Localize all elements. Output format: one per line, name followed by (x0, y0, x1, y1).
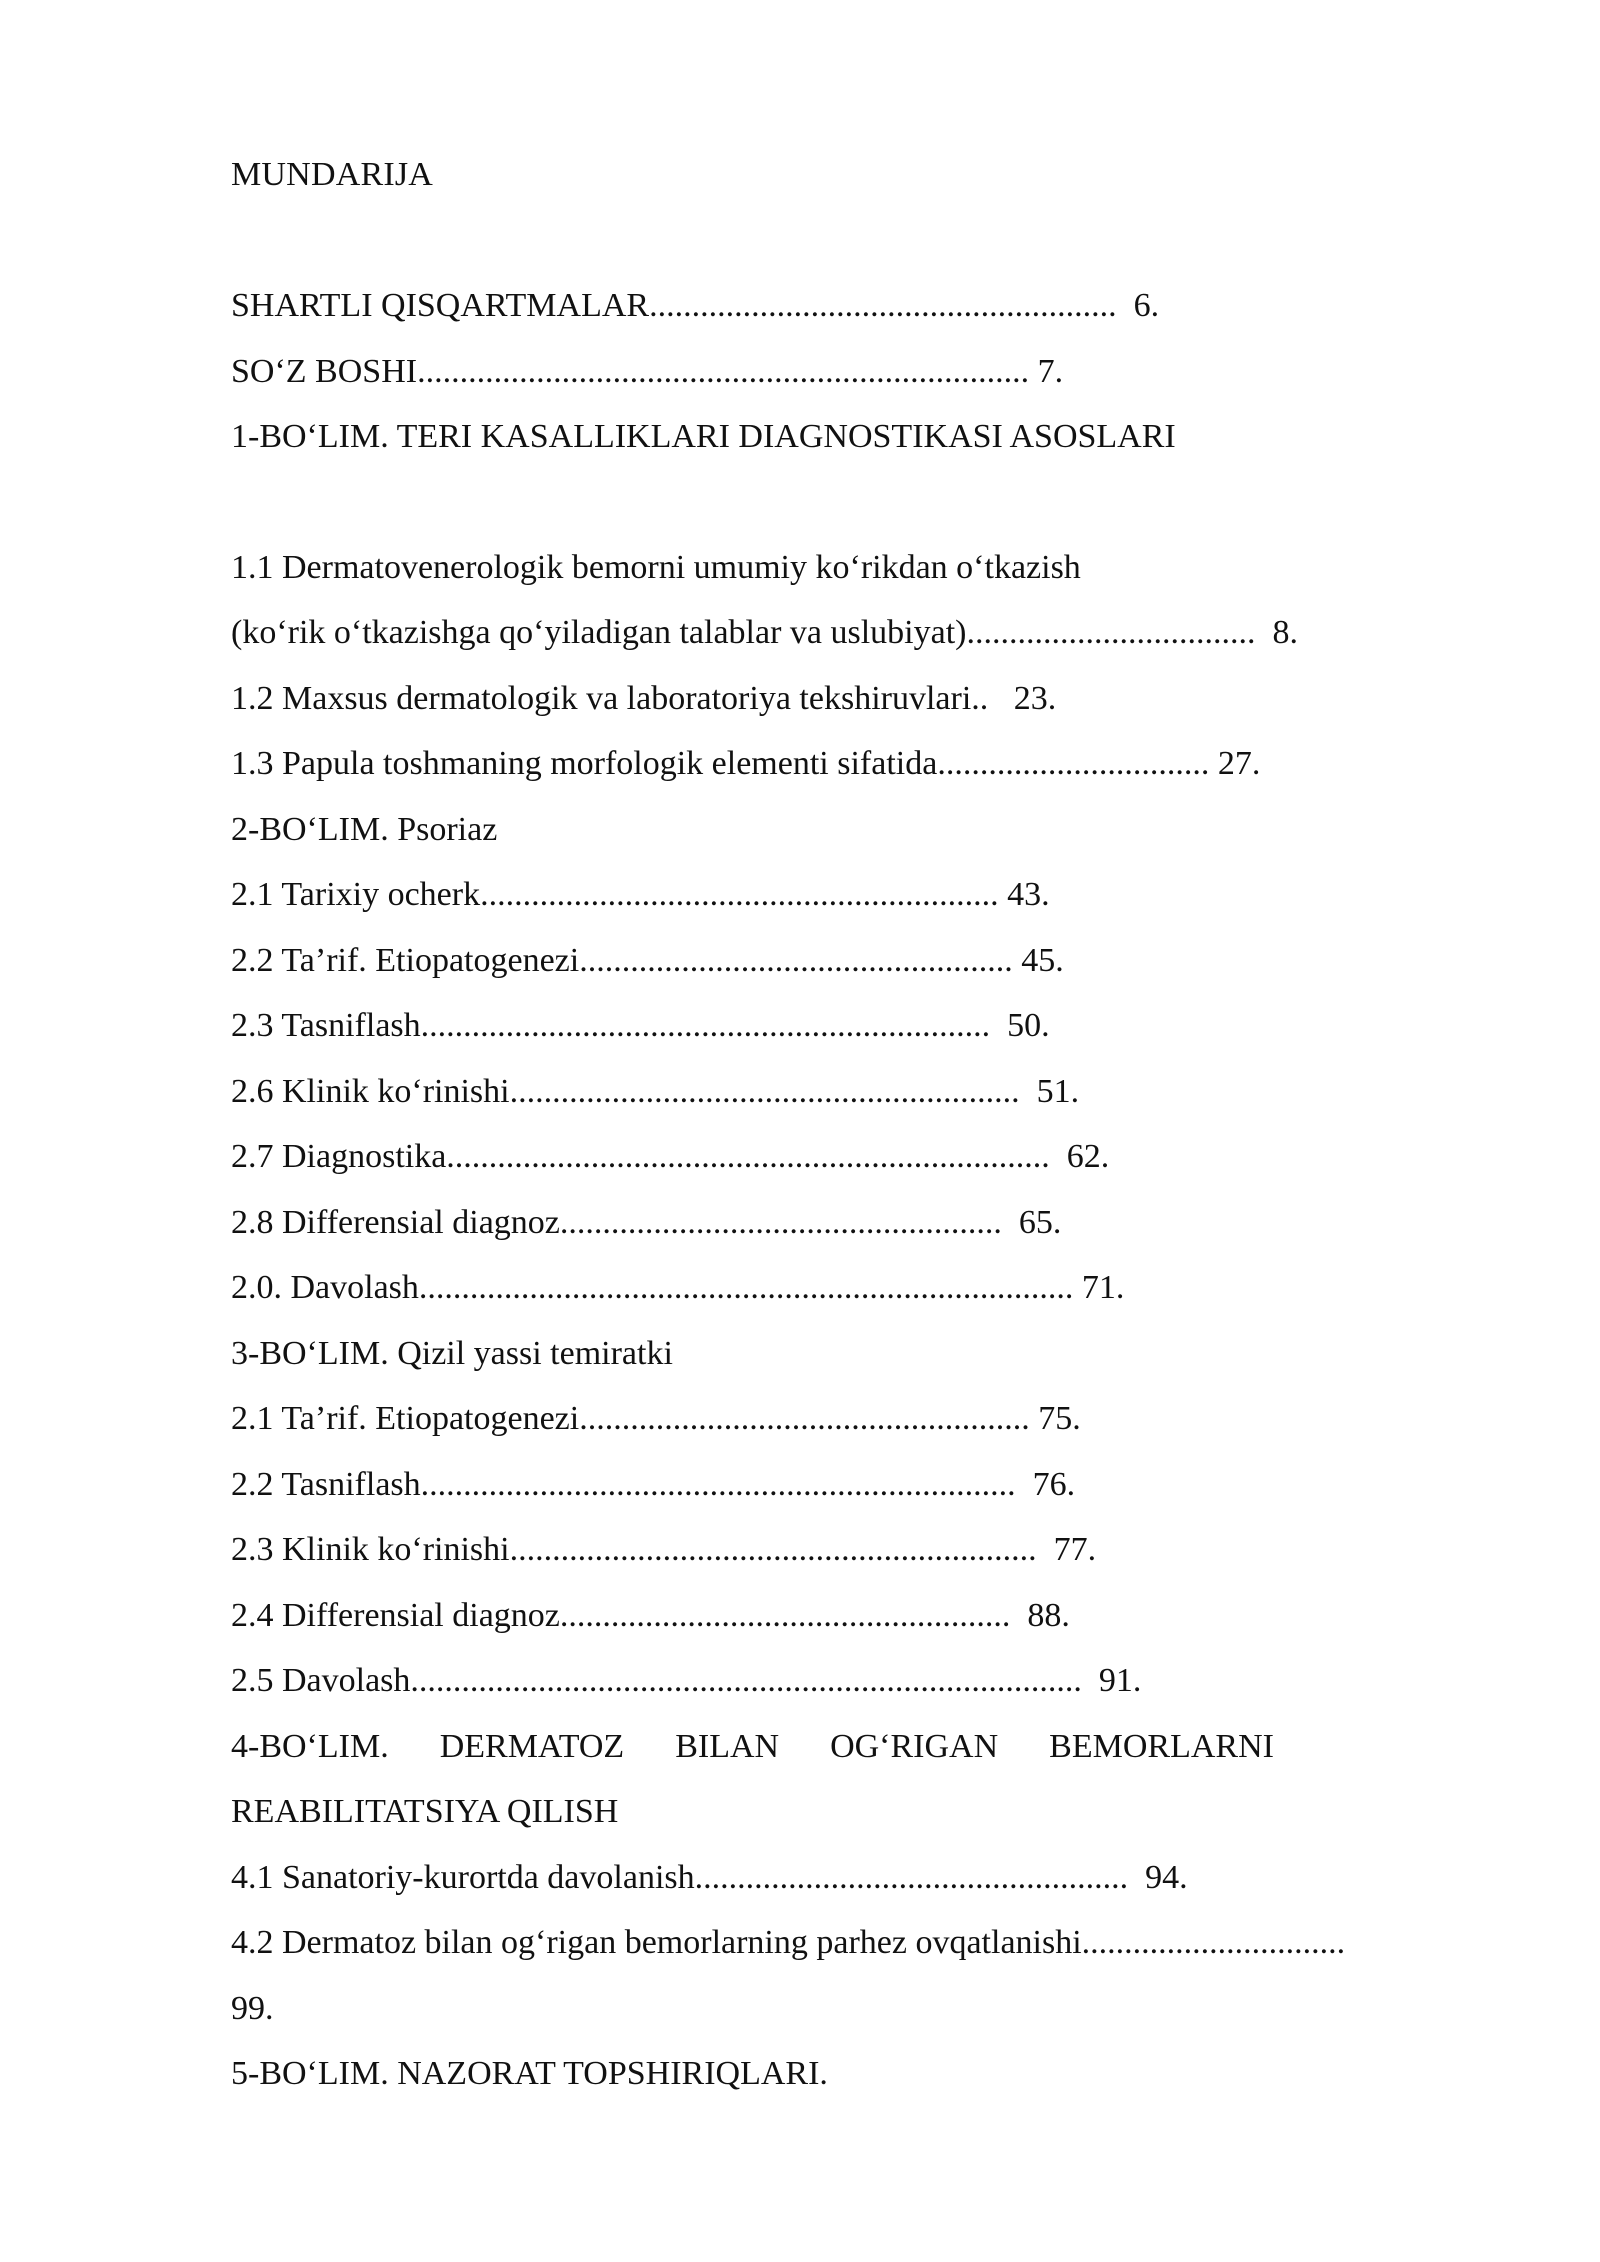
toc-entry-1-3: 1.3 Papula toshmaning morfologik elementi sifatida................................ 27. (231, 745, 1261, 782)
toc-entry-3-2-1: 2.1 Ta’rif. Etiopatogenezi..................................................... 75. (231, 1400, 1081, 1437)
toc-entry-4-2-line-2: 99. (231, 1989, 274, 2027)
toc-entry-3-2-3: 2.3 Klinik ko‘rinishi.............................................................. 77. (231, 1531, 1097, 1568)
toc-entry-2-2: 2.2 Ta’rif. Etiopatogenezi................................................... 45. (231, 941, 1064, 979)
toc-entry-shartli-qisqartmalar: SHARTLI QISQARTMALAR....................................................... 6. (231, 287, 1160, 324)
toc-entry-2-6: 2.6 Klinik ko‘rinishi............................................................ 51. (231, 1072, 1080, 1110)
toc-entry-3-2-5: 2.5 Davolash............................................................................... 91. (231, 1662, 1142, 1699)
toc-section-4-heading-line-2: REABILITATSIYA QILISH (231, 1793, 619, 1830)
toc-entry-3-2-4: 2.4 Differensial diagnoz..................................................... 88. (231, 1596, 1070, 1634)
toc-entry-2-7: 2.7 Diagnostika....................................................................... 62. (231, 1138, 1110, 1175)
toc-section-5-heading: 5-BO‘LIM. NAZORAT TOPSHIRIQLARI. (231, 2055, 828, 2092)
toc-section-1-heading: 1-BO‘LIM. TERI KASALLIKLARI DIAGNOSTIKASI ASOSLARI (231, 418, 1176, 455)
page-title: MUNDARIJA (231, 156, 434, 193)
toc-entry-1-1-line-2: (ko‘rik o‘tkazishga qo‘yiladigan talablar va uslubiyat).................................. 8. (231, 614, 1298, 651)
toc-entry-2-3: 2.3 Tasniflash................................................................... 50. (231, 1007, 1050, 1044)
toc-section-2-heading: 2-BO‘LIM. Psoriaz (231, 810, 498, 848)
toc-entry-2-8: 2.8 Differensial diagnoz.................................................... 65. (231, 1203, 1062, 1241)
toc-entry-2-0: 2.0. Davolash............................................................................. 71. (231, 1269, 1125, 1306)
table-of-contents (231, 289, 1497, 2123)
toc-entry-4-2-line-1: 4.2 Dermatoz bilan og‘rigan bemorlarning parhez ovqatlanishi............................... (231, 1924, 1346, 1961)
toc-entry-2-1: 2.1 Tarixiy ocherk............................................................. 43. (231, 876, 1050, 913)
toc-entry-3-2-2: 2.2 Tasniflash...................................................................... 76. (231, 1465, 1076, 1503)
toc-entry-1-2: 1.2 Maxsus dermatologik va laboratoriya tekshiruvlari.. 23. (231, 679, 1057, 717)
toc-section-4-heading-line-1: 4-BO‘LIM. DERMATOZ BILAN OG‘RIGAN BEMORLARNI (231, 1727, 1274, 1765)
toc-entry-soz-boshi: SO‘Z BOSHI........................................................................ 7. (231, 352, 1064, 390)
toc-entry-1-1-line-1: 1.1 Dermatovenerologik bemorni umumiy ko‘rikdan o‘tkazish (231, 548, 1081, 586)
toc-entry-4-1: 4.1 Sanatoriy-kurortda davolanish................................................... 94. (231, 1858, 1188, 1896)
toc-section-3-heading: 3-BO‘LIM. Qizil yassi temiratki (231, 1334, 673, 1372)
